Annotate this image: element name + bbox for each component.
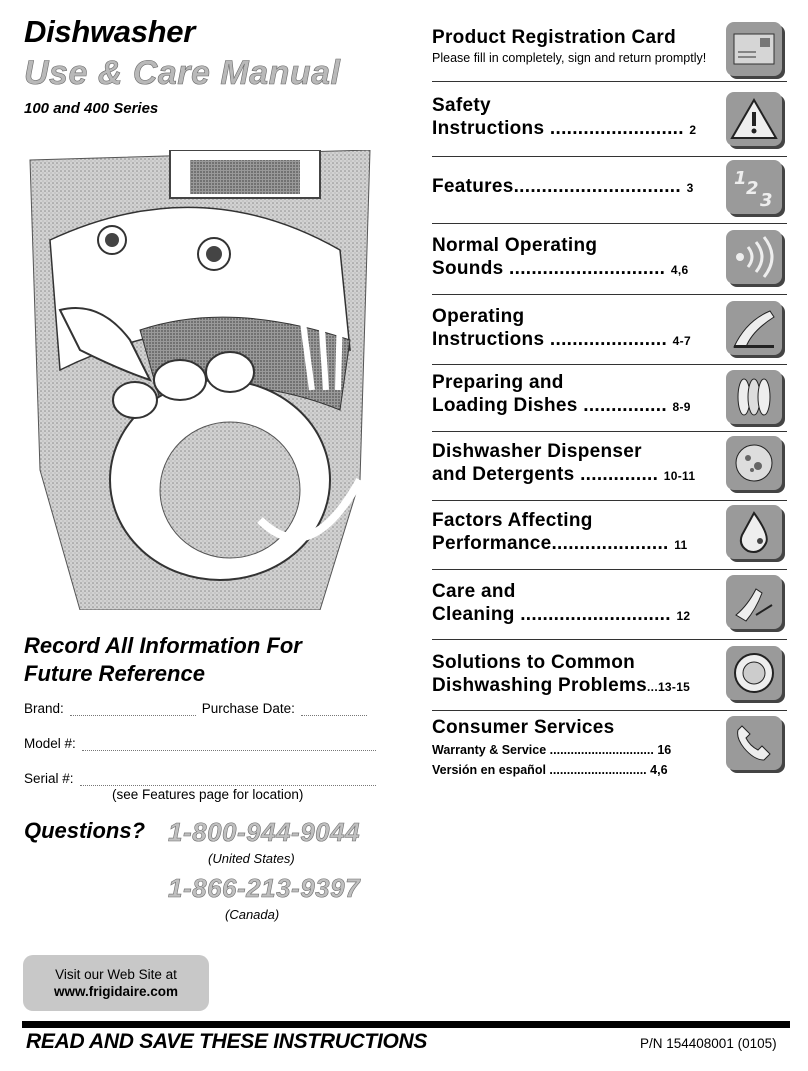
detergent-icon <box>726 436 782 490</box>
purchase-date-label: Purchase Date: <box>201 701 295 716</box>
toc-item-solutions[interactable]: Solutions to Common Dishwashing Problems...13-15 <box>432 652 691 696</box>
svg-text:2: 2 <box>746 178 759 199</box>
website-intro: Visit our Web Site at <box>55 967 177 982</box>
plate-icon <box>726 646 782 700</box>
read-save-instructions: READ AND SAVE THESE INSTRUCTIONS <box>26 1030 428 1053</box>
hand-pointer-icon <box>726 301 782 355</box>
website-box <box>23 955 209 1011</box>
toc-item-registration[interactable]: Product Registration Card Please fill in completely, sign and return promptly! <box>432 27 707 65</box>
serial-location-note: (see Features page for location) <box>112 787 304 802</box>
part-number: P/N 154408001 (0105) <box>640 1036 777 1051</box>
purchase-date-field[interactable] <box>301 703 367 716</box>
telephone-icon <box>726 716 782 770</box>
toc-item-sounds[interactable]: Normal Operating Sounds ............................ 4,6 <box>432 235 689 279</box>
questions-label: Questions? <box>24 818 146 843</box>
toc-item-features[interactable]: Features.............................. 3 <box>432 176 694 197</box>
cleaning-hand-icon <box>726 575 782 629</box>
serial-field[interactable] <box>80 773 376 786</box>
toc-item-consumer-services[interactable]: Consumer Services Warranty & Service .............................. 16 Versión en español ............................ 4,6 <box>432 717 672 777</box>
svg-text:1: 1 <box>734 168 747 189</box>
brand-label: Brand: <box>24 701 64 716</box>
brand-field[interactable] <box>70 703 196 716</box>
model-label: Model #: <box>24 736 76 751</box>
toc-item-care[interactable]: Care and Cleaning ........................... 12 <box>432 581 691 625</box>
dishwasher-illustration <box>20 150 382 610</box>
phone-canada-label: (Canada) <box>225 907 280 922</box>
phone-us-label: (United States) <box>208 851 295 866</box>
toc-item-loading[interactable]: Preparing and Loading Dishes ............... 8-9 <box>432 372 691 416</box>
registration-card-icon <box>726 22 782 76</box>
phone-us: 1-800-944-9044 <box>168 817 361 847</box>
toc-item-operating[interactable]: Operating Instructions ..................... 4-7 <box>432 306 691 350</box>
manual-subtitle: Use & Care Manual <box>24 54 341 92</box>
record-heading: Record All Information For Future Reference <box>24 633 302 686</box>
series-label: 100 and 400 Series <box>24 100 159 117</box>
brand-row <box>24 701 367 716</box>
serial-row <box>24 771 376 786</box>
svg-text:3: 3 <box>760 190 773 211</box>
website-url[interactable]: www.frigidaire.com <box>53 984 179 999</box>
footer-rule <box>22 1021 790 1028</box>
serial-label: Serial #: <box>24 771 74 786</box>
sound-waves-icon <box>726 230 782 284</box>
water-drop-icon <box>726 505 782 559</box>
toc-item-detergents[interactable]: Dishwasher Dispenser and Detergents .............. 10-11 <box>432 441 696 485</box>
toc-item-performance[interactable]: Factors Affecting Performance..................... 11 <box>432 510 688 554</box>
phone-canada: 1-866-213-9397 <box>168 873 361 903</box>
numbers-icon <box>726 160 782 214</box>
model-row <box>24 736 376 751</box>
dishes-icon <box>726 370 782 424</box>
warning-icon <box>726 92 782 146</box>
model-field[interactable] <box>82 738 376 751</box>
toc-item-safety[interactable]: Safety Instructions ........................ 2 <box>432 95 697 139</box>
manual-title: Dishwasher <box>24 14 196 49</box>
